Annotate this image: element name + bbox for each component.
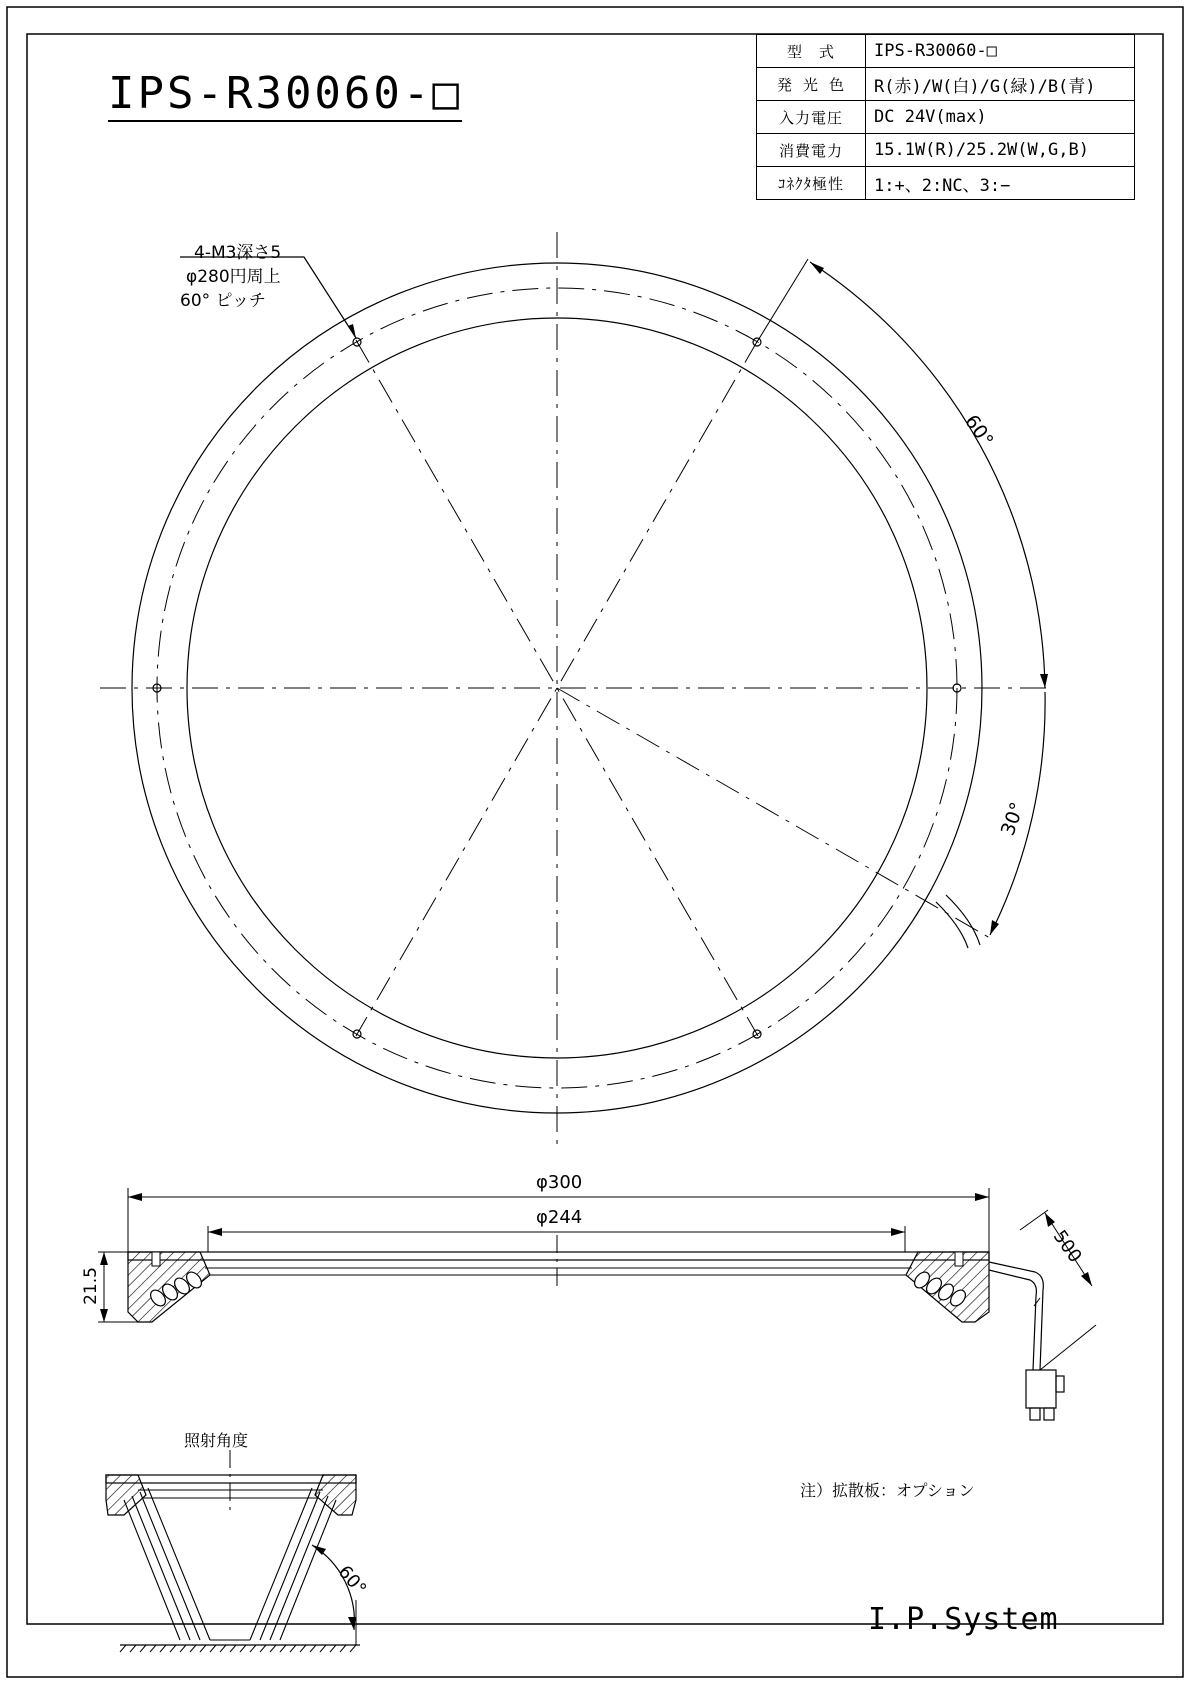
angle-right-section	[315, 1475, 356, 1515]
angle-section-label: 60°	[333, 1561, 371, 1600]
spec-table	[756, 34, 1135, 200]
connector	[1026, 1370, 1064, 1420]
angle-top-label: 60°	[960, 410, 998, 452]
spec-value: 1:+、2:NC、3:−	[866, 167, 1135, 200]
section-title: 照射角度	[184, 1431, 249, 1450]
dim-outer: φ300	[536, 1172, 583, 1193]
drawing-title: IPS-R30060-□	[108, 70, 462, 122]
top-view	[100, 232, 1050, 1145]
dim-height: 21.5	[80, 1267, 101, 1305]
side-cable	[989, 1262, 1043, 1370]
spec-value: DC 24V(max)	[866, 101, 1135, 134]
cable-stub	[936, 895, 980, 948]
angle-view	[106, 1450, 360, 1652]
spec-row	[757, 35, 1135, 68]
spec-key: 型 式	[757, 35, 866, 68]
beam-left	[124, 1488, 210, 1640]
spec-value: R(赤)/W(白)/G(緑)/B(青)	[866, 68, 1135, 101]
spec-value: IPS-R30060-□	[866, 35, 1135, 68]
spec-row	[757, 134, 1135, 167]
side-view	[98, 1188, 1096, 1420]
angle-left-section	[106, 1475, 146, 1515]
hole-note-line3: 60° ピッチ	[180, 291, 266, 311]
spec-value: 15.1W(R)/25.2W(W,G,B)	[866, 134, 1135, 167]
spec-key: 入力電圧	[757, 101, 866, 134]
hole-note-line2: φ280円周上	[186, 267, 281, 287]
spec-row	[757, 101, 1135, 134]
spec-key: 消費電力	[757, 134, 866, 167]
spec-key: 発 光 色	[757, 68, 866, 101]
diffuser-note: 注）拡散板：オプション	[800, 1481, 975, 1500]
spec-key: ｺﾈｸﾀ極性	[757, 167, 866, 200]
spec-row	[757, 68, 1135, 101]
dim-inner: φ244	[536, 1207, 583, 1228]
beam-right	[250, 1488, 336, 1640]
angle-arc-60	[810, 262, 1045, 688]
hole-note-line1: 4-M3深さ5	[194, 243, 282, 263]
company-name: I.P.System	[868, 1602, 1059, 1637]
spec-row	[757, 167, 1135, 200]
dim-cable: 500	[1048, 1226, 1086, 1267]
angle-cable-label: 30°	[996, 799, 1029, 839]
